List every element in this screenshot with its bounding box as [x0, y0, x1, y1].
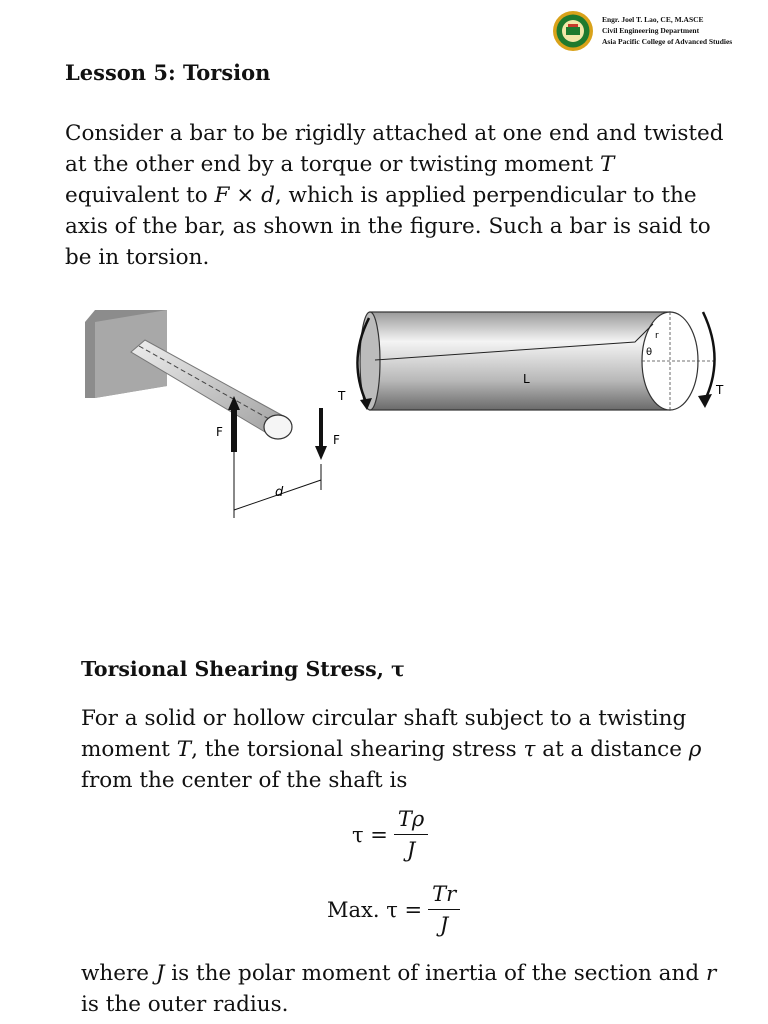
distance-label: d — [275, 485, 284, 500]
torque-label-left: T — [338, 389, 346, 403]
formula1-lhs: τ = — [352, 822, 388, 847]
j-symbol: J — [155, 961, 165, 986]
formula1-denominator: J — [406, 838, 416, 862]
force-arrow-down-head — [315, 446, 327, 460]
shear-stress-formula — [352, 807, 428, 862]
torsion-figure — [75, 300, 745, 530]
r-symbol: r — [705, 961, 717, 986]
rho-symbol: ρ — [688, 737, 702, 762]
torsion-figure-svg — [75, 300, 745, 530]
cantilever-bar-diagram — [85, 310, 340, 518]
department-name: Civil Engineering Department — [602, 26, 700, 35]
formula2-lhs: Max. τ = — [327, 897, 423, 922]
closing-paragraph — [81, 958, 731, 1020]
formula2-fraction — [428, 882, 460, 937]
c-text-3: is the outer radius. — [81, 992, 289, 1017]
intro-text-3: , which is applied perpendicular to the axis of the bar, as shown in the figure. Such a bar is said to be in torsion. — [65, 183, 711, 270]
intro-paragraph — [65, 118, 725, 273]
intro-text-1: Consider a bar to be rigidly attached at one end and twisted at the other end by a torque or twisting moment — [65, 121, 724, 177]
section-title: Torsional Shearing Stress, τ — [81, 657, 405, 681]
torque-symbol: T — [599, 152, 615, 177]
force-symbol: F — [214, 183, 230, 208]
formula1-fraction — [394, 807, 428, 862]
document-header — [552, 10, 762, 52]
formula1-numerator: Tρ — [394, 807, 428, 835]
lesson-title: Lesson 5: Torsion — [65, 60, 271, 85]
angle-label: θ — [646, 347, 653, 358]
max-shear-stress-formula — [327, 882, 460, 937]
c-text-2: is the polar moment of inertia of the section and — [164, 961, 706, 986]
radius-label: r — [655, 331, 659, 341]
author-name: Engr. Joel T. Lao, CE, M.ASCE — [602, 15, 704, 24]
formula2-numerator: Tr — [428, 882, 460, 910]
tau-symbol: τ — [523, 737, 536, 762]
college-name: Asia Pacific College of Advanced Studies — [602, 37, 733, 46]
p-text-2: , the torsional shearing stress — [191, 737, 524, 762]
p-text-4: from the center of the shaft is — [81, 768, 408, 793]
torque-symbol-2: T — [176, 737, 192, 762]
bar-end — [264, 415, 292, 439]
force-arrow-up — [231, 408, 237, 452]
times-symbol: × — [229, 183, 262, 208]
force-label-left: F — [216, 425, 223, 439]
author-info — [602, 14, 732, 47]
college-logo-icon — [552, 10, 594, 52]
p-text-1: For a solid or hollow circular shaft subject to a twisting moment — [81, 706, 687, 762]
force-arrow-down — [319, 408, 323, 448]
c-text-1: where — [81, 961, 156, 986]
distance-symbol: d — [261, 183, 275, 208]
intro-text-2: equivalent to — [65, 183, 215, 208]
twisted-shaft-diagram — [337, 312, 724, 410]
force-label-right: F — [333, 433, 340, 447]
torque-label-right: T — [716, 383, 724, 397]
p-text-3: at a distance — [535, 737, 689, 762]
formula2-denominator: J — [439, 913, 449, 937]
shear-stress-paragraph — [81, 703, 731, 796]
torque-arrow-right-head — [698, 394, 712, 408]
length-label: L — [523, 372, 530, 386]
shaft-body — [370, 312, 670, 410]
torque-arc-right — [703, 312, 715, 400]
